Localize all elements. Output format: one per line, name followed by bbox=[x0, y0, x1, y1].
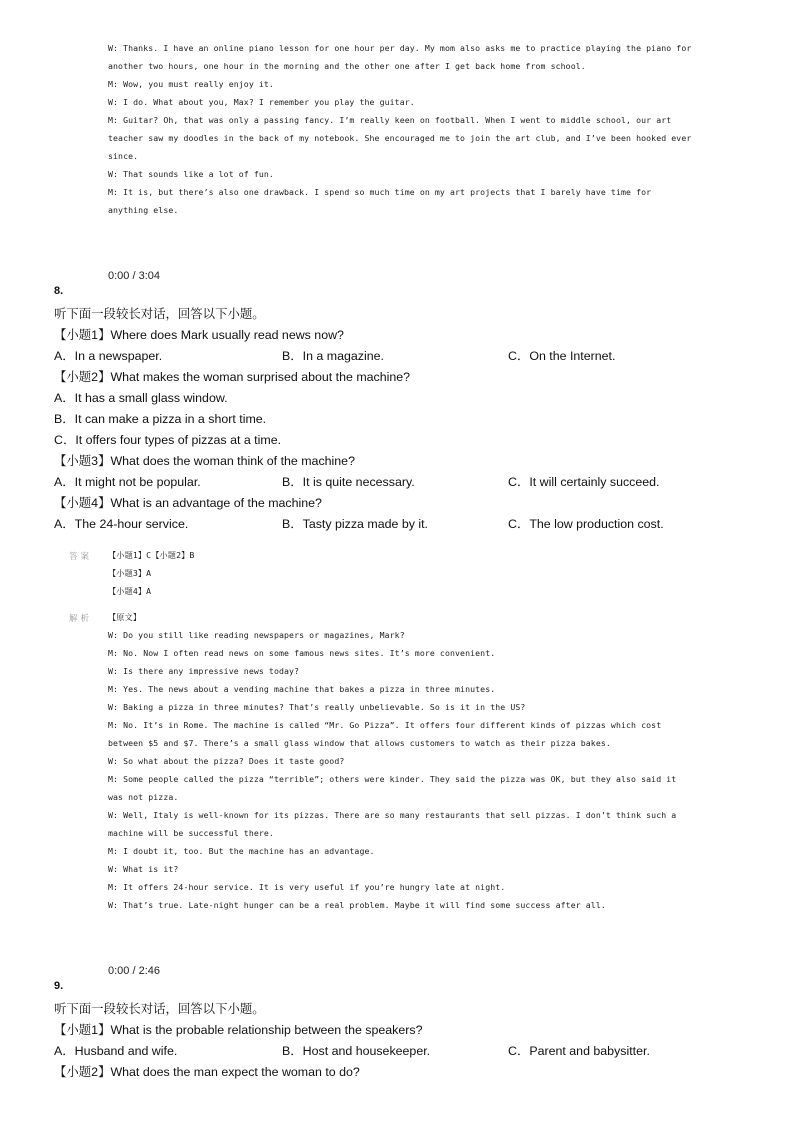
option-b: B．Tasty pizza made by it. bbox=[282, 517, 428, 531]
question-number: 8. bbox=[54, 285, 64, 297]
audio-timestamp[interactable]: 0:00 / 3:04 bbox=[108, 270, 160, 282]
transcript-line: between $5 and $7. There’s a small glass window that allows customers to watch as their pizza bakes. bbox=[108, 738, 611, 748]
transcript-line: W: That sounds like a lot of fun. bbox=[108, 169, 274, 179]
sub-question-stem: 【小题4】What is an advantage of the machine? bbox=[54, 496, 322, 510]
transcript-line: another two hours, one hour in the morning and the other one after I get back home from school. bbox=[108, 61, 586, 71]
option-a: A．The 24-hour service. bbox=[54, 517, 189, 531]
transcript-line: M: No. It’s in Rome. The machine is called “Mr. Go Pizza”. It offers four different kinds of pizzas which cost bbox=[108, 720, 662, 730]
transcript-line: M: It offers 24-hour service. It is very useful if you’re hungry late at night. bbox=[108, 882, 506, 892]
option-c: C．Parent and babysitter. bbox=[508, 1044, 650, 1058]
transcript-line: anything else. bbox=[108, 205, 179, 215]
transcript-line: machine will be successful there. bbox=[108, 828, 274, 838]
sub-question-stem: 【小题1】Where does Mark usually read news now? bbox=[54, 328, 344, 342]
answer-label: 答案 bbox=[69, 552, 93, 562]
option-c: C．It offers four types of pizzas at a time. bbox=[54, 433, 282, 447]
sub-question-stem: 【小题3】What does the woman think of the machine? bbox=[54, 454, 355, 468]
transcript-line: W: Baking a pizza in three minutes? That’s really unbelievable. So is it in the US? bbox=[108, 702, 526, 712]
option-a: A．Husband and wife. bbox=[54, 1044, 178, 1058]
analysis-title: 【原文】 bbox=[108, 612, 142, 622]
option-b: B．It is quite necessary. bbox=[282, 475, 415, 489]
option-c: C．The low production cost. bbox=[508, 517, 664, 531]
option-a: A．It might not be popular. bbox=[54, 475, 201, 489]
transcript-line: M: No. Now I often read news on some famous news sites. It’s more convenient. bbox=[108, 648, 496, 658]
question-instruction: 听下面一段较长对话，回答以下小题。 bbox=[54, 307, 265, 321]
question-number: 9. bbox=[54, 980, 64, 992]
transcript-line: M: Guitar? Oh, that was only a passing fancy. I’m really keen on football. When I went to middle school, our art bbox=[108, 115, 672, 125]
option-c: C．It will certainly succeed. bbox=[508, 475, 660, 489]
option-b: B．In a magazine. bbox=[282, 349, 384, 363]
transcript-line: M: I doubt it, too. But the machine has an advantage. bbox=[108, 846, 375, 856]
transcript-line: since. bbox=[108, 151, 139, 161]
answer-line: 【小题4】A bbox=[108, 586, 152, 596]
transcript-line: W: I do. What about you, Max? I remember you play the guitar. bbox=[108, 97, 415, 107]
transcript-line: M: Yes. The news about a vending machine that bakes a pizza in three minutes. bbox=[108, 684, 496, 694]
transcript-line: M: Wow, you must really enjoy it. bbox=[108, 79, 274, 89]
transcript-line: W: Do you still like reading newspapers or magazines, Mark? bbox=[108, 630, 405, 640]
transcript-line: W: That’s true. Late-night hunger can be a real problem. Maybe it will find some success after all. bbox=[108, 900, 606, 910]
transcript-line: W: Thanks. I have an online piano lesson for one hour per day. My mom also asks me to practice playing the piano for bbox=[108, 43, 692, 53]
option-a: A．It has a small glass window. bbox=[54, 391, 228, 405]
audio-timestamp[interactable]: 0:00 / 2:46 bbox=[108, 965, 160, 977]
option-b: B．Host and housekeeper. bbox=[282, 1044, 431, 1058]
sub-question-stem: 【小题2】What does the man expect the woman to do? bbox=[54, 1065, 360, 1079]
sub-question-stem: 【小题2】What makes the woman surprised about the machine? bbox=[54, 370, 411, 384]
analysis-label: 解析 bbox=[69, 614, 93, 624]
question-instruction: 听下面一段较长对话，回答以下小题。 bbox=[54, 1002, 265, 1016]
option-b: B．It can make a pizza in a short time. bbox=[54, 412, 267, 426]
transcript-line: M: It is, but there’s also one drawback. I spend so much time on my art projects that I barely have time for bbox=[108, 187, 652, 197]
transcript-line: was not pizza. bbox=[108, 792, 179, 802]
sub-question-stem: 【小题1】What is the probable relationship between the speakers? bbox=[54, 1023, 423, 1037]
transcript-line: teacher saw my doodles in the back of my notebook. She encouraged me to join the art club, and I’ve been hooked ever bbox=[108, 133, 692, 143]
answer-line: 【小题1】C【小题2】B bbox=[108, 550, 195, 560]
option-a: A．In a newspaper. bbox=[54, 349, 163, 363]
transcript-line: W: So what about the pizza? Does it taste good? bbox=[108, 756, 345, 766]
answer-line: 【小题3】A bbox=[108, 568, 152, 578]
transcript-line: W: Well, Italy is well-known for its pizzas. There are so many restaurants that sell pizzas. I don’t think such a bbox=[108, 810, 677, 820]
transcript-line: M: Some people called the pizza “terrible”; others were kinder. They said the pizza was OK, but they also said it bbox=[108, 774, 677, 784]
transcript-line: W: Is there any impressive news today? bbox=[108, 666, 300, 676]
transcript-line: W: What is it? bbox=[108, 864, 179, 874]
option-c: C．On the Internet. bbox=[508, 349, 616, 363]
